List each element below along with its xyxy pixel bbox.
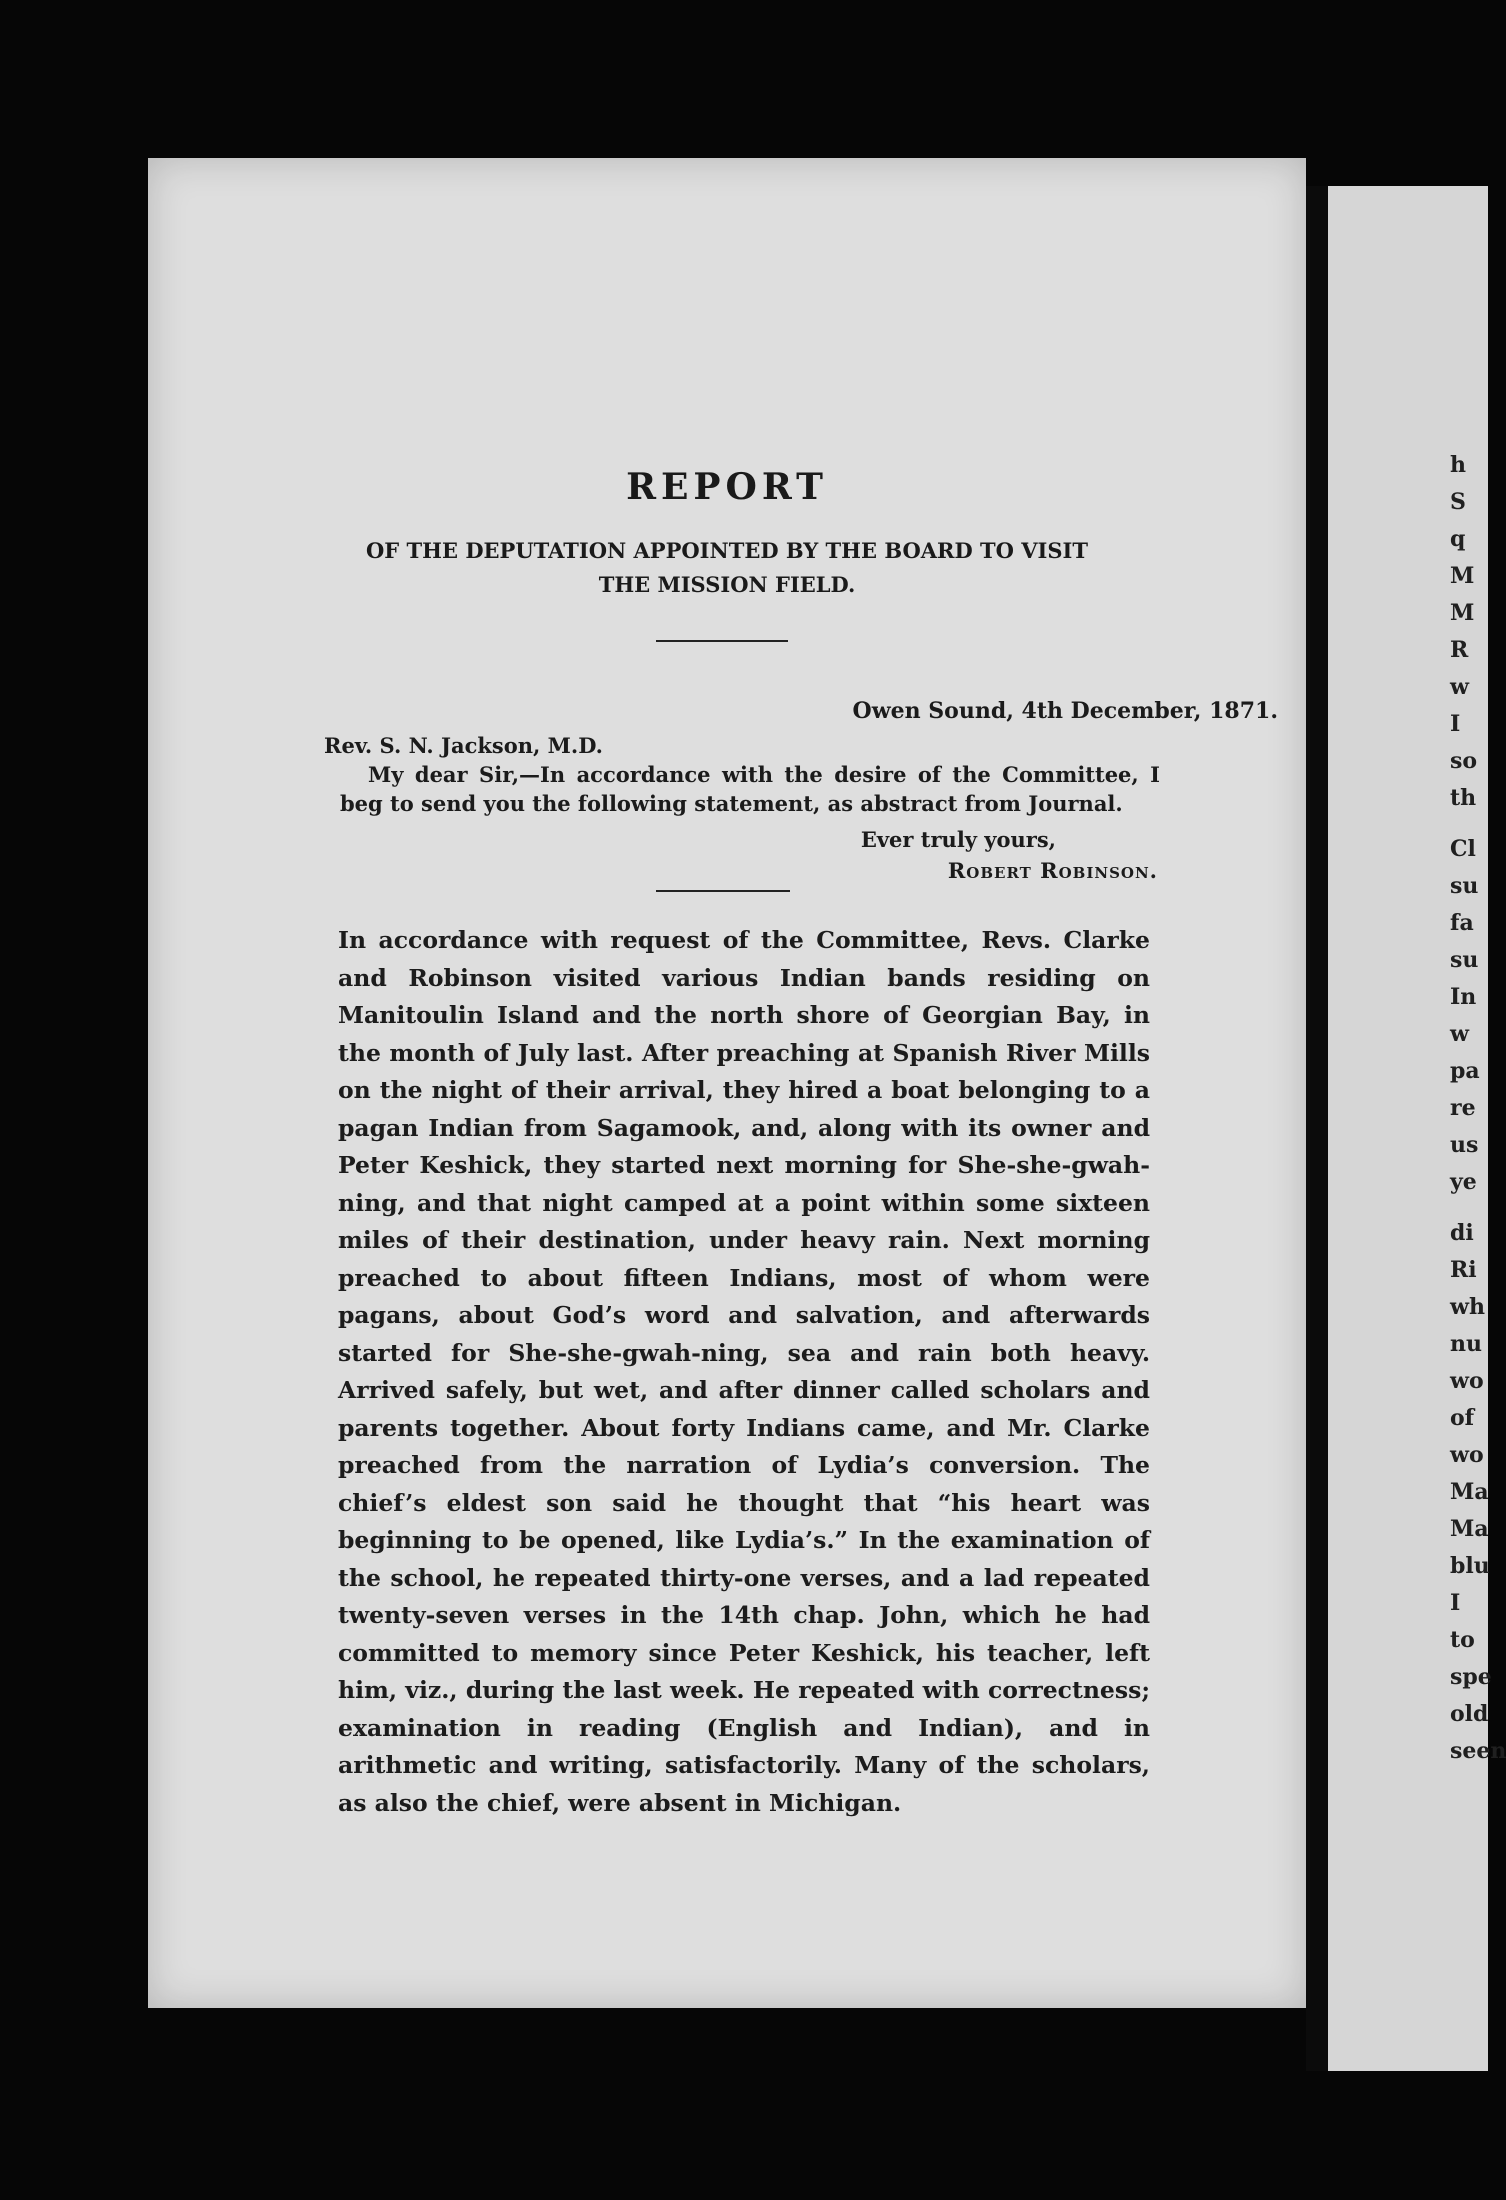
facing-page-fragment: seen — [1450, 1738, 1506, 1764]
document-subtitle — [148, 534, 1306, 602]
facing-page-fragment: M — [1450, 563, 1475, 589]
facing-page-fragment: h — [1450, 452, 1466, 478]
document-title: REPORT — [626, 466, 828, 508]
facing-page-fragment: Cl — [1450, 836, 1476, 862]
subtitle-line-2: THE MISSION FIELD. — [598, 572, 856, 597]
facing-page — [1328, 186, 1506, 2071]
subtitle-line-1: OF THE DEPUTATION APPOINTED BY THE BOARD TO VISIT — [366, 538, 1088, 563]
page-gutter — [1306, 186, 1328, 2071]
facing-page-fragment: In — [1450, 984, 1477, 1010]
facing-page-fragment: of — [1450, 1405, 1475, 1431]
facing-page-fragment: wo — [1450, 1368, 1484, 1394]
facing-page-fragment: to — [1450, 1627, 1475, 1653]
facing-page-fragment: w — [1450, 1021, 1469, 1047]
facing-page-fragment: su — [1450, 947, 1479, 973]
facing-page-fragment: w — [1450, 674, 1469, 700]
facing-page-fragment: Ma — [1450, 1479, 1489, 1505]
facing-page-fragment: S — [1450, 489, 1466, 515]
facing-page-fragment: re — [1450, 1095, 1476, 1121]
facing-page-fragment: th — [1450, 785, 1477, 811]
main-paragraph: In accordance with request of the Committee, Revs. Clarke and Robinson visited various Indian bands residing on Manitoulin Island and the north shore of Georgian Bay, in the month of July last. After preaching at Spanish River Mills on the night of their arrival, they hired a boat belonging to a pagan Indian from Sagamook, and, along with its owner and Peter Keshick, they started next morning for She-she-gwah-ning, and that night camped at a point within some sixteen miles of their destination, under heavy rain. Next morning preached to about fifteen Indians, most of whom were pagans, about God’s word and salvation, and afterwards started for She-she-gwah-ning, sea and rain both heavy. Arrived safely, but wet, and after dinner called scholars and parents together. About forty Indians came, and Mr. Clarke preached from the narration of Lydia’s conversion. The chief’s eldest son said he thought that “his heart was beginning to be opened, like Lydia’s.” In the examination of the school, he repeated thirty-one verses, and a lad repeated twenty-seven verses in the 14th chap. John, which he had committed to memory since Peter Keshick, his teacher, left him, viz., during the last week. He repeated with correctness; examination in reading (English and Indian), and in arithmetic and writing, satisfactorily. Many of the scholars, as also the chief, were absent in Michigan. — [338, 926, 1150, 1817]
letter-signature: Robert Robinson. — [947, 858, 1158, 883]
letter-closing: Ever truly yours, — [860, 827, 1056, 852]
facing-page-fragment: fa — [1450, 910, 1474, 936]
dateline: Owen Sound, 4th December, 1871. — [852, 698, 1278, 724]
facing-page-fragment: pa — [1450, 1058, 1480, 1084]
facing-page-fragment: I — [1450, 711, 1461, 737]
addressee: Rev. S. N. Jackson, M.D. — [324, 733, 603, 758]
facing-page-fragment: old — [1450, 1701, 1489, 1727]
facing-page-fragment: Ma — [1450, 1516, 1489, 1542]
facing-page-fragment: spe — [1450, 1664, 1492, 1690]
facing-page-fragment: wh — [1450, 1294, 1485, 1320]
letter-body: My dear Sir,—In accordance with the desire of the Committee, I beg to send you the following statement, as abstract from Journal. — [340, 762, 1160, 816]
facing-page-fragment: M — [1450, 600, 1475, 626]
facing-page-fragment: I — [1450, 1590, 1461, 1616]
facing-page-fragment: us — [1450, 1132, 1479, 1158]
facing-page-fragment: R — [1450, 637, 1469, 663]
facing-page-fragment: wo — [1450, 1442, 1484, 1468]
facing-page-fragment: Ri — [1450, 1257, 1477, 1283]
facing-page-fragment: di — [1450, 1220, 1474, 1246]
letter-rule — [656, 890, 790, 892]
document-page — [148, 158, 1306, 2008]
facing-page-fragment: nu — [1450, 1331, 1482, 1357]
facing-page-fragment: ye — [1450, 1169, 1477, 1195]
facing-page-fragment: blu — [1450, 1553, 1490, 1579]
facing-page-fragment: su — [1450, 873, 1479, 899]
facing-page-fragment: q — [1450, 526, 1466, 552]
title-rule — [656, 640, 788, 642]
facing-page-fragment: so — [1450, 748, 1478, 774]
